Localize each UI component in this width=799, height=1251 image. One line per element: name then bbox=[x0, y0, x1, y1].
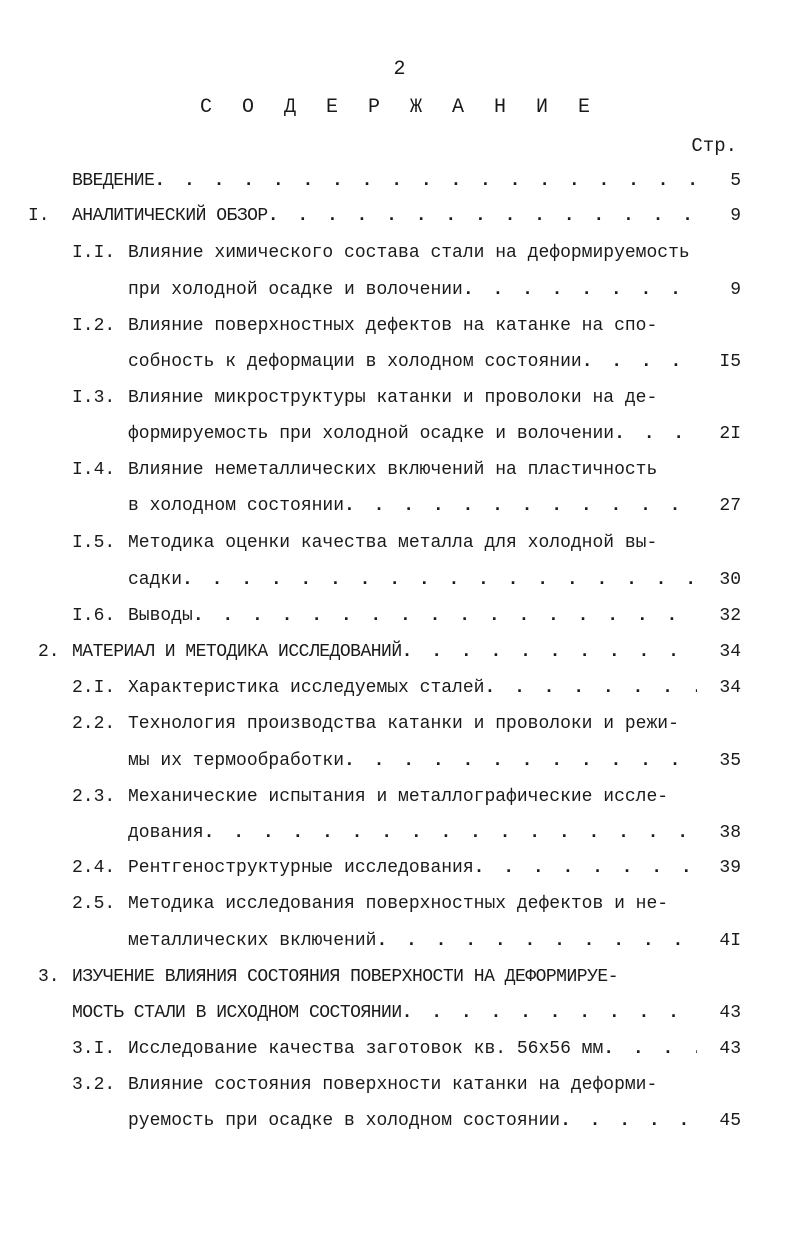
toc-entry-title: Влияние состояния поверхности катанки на деформи- bbox=[128, 1075, 658, 1095]
leader-dots bbox=[463, 277, 697, 303]
leader-dots bbox=[603, 1036, 697, 1062]
toc-entry-number: 2.4. bbox=[72, 858, 116, 878]
toc-entry-number: 2.I. bbox=[72, 678, 116, 698]
toc-entry-title-continued: металлических включений bbox=[128, 931, 377, 951]
toc-entry-page: 34 bbox=[719, 642, 741, 662]
toc-entry-title: Механические испытания и металлографические иссле- bbox=[128, 787, 669, 807]
toc-entry-page: 38 bbox=[719, 823, 741, 843]
toc-entry-page: 30 bbox=[719, 570, 741, 590]
toc-entry-2-4 bbox=[72, 855, 741, 881]
toc-entry-page: 35 bbox=[719, 751, 741, 771]
leader-dots bbox=[614, 421, 697, 447]
toc-entry-page: 43 bbox=[719, 1003, 741, 1023]
toc-entry-page: 9 bbox=[730, 280, 741, 300]
leader-dots bbox=[474, 855, 697, 881]
toc-entry-page: 9 bbox=[730, 206, 741, 226]
toc-entry-1-4-line2 bbox=[128, 493, 741, 519]
toc-entry-title-continued: садки bbox=[128, 570, 183, 590]
toc-entry-title: Влияние поверхностных дефектов на катанке на спо- bbox=[128, 316, 658, 336]
toc-entry-page: 32 bbox=[719, 606, 741, 626]
toc-entry-2-1 bbox=[72, 675, 741, 701]
toc-entry-chapter-3-line2 bbox=[72, 1000, 741, 1026]
toc-entry-number: 3.2. bbox=[72, 1075, 116, 1095]
toc-entry-2-5-line1 bbox=[72, 891, 741, 917]
leader-dots bbox=[344, 493, 697, 519]
leader-dots bbox=[268, 203, 697, 229]
leader-dots bbox=[204, 820, 697, 846]
toc-entry-number: I.I. bbox=[72, 243, 116, 263]
toc-entry-1-2-line1 bbox=[72, 313, 741, 339]
toc-entry-2-5-line2 bbox=[128, 928, 741, 954]
toc-entry-1-1-line2 bbox=[128, 277, 741, 303]
toc-entry-title: ВВЕДЕНИЕ bbox=[72, 171, 155, 191]
toc-entry-chapter-2 bbox=[38, 639, 741, 665]
toc-entry-title-continued: в холодном состоянии bbox=[128, 496, 345, 516]
toc-entry-title-continued: мы их термообработки bbox=[128, 751, 345, 771]
leader-dots bbox=[582, 349, 697, 375]
leader-dots bbox=[402, 1000, 697, 1026]
toc-entry-intro bbox=[72, 168, 741, 194]
toc-entry-title: Методика оценки качества металла для холодной вы- bbox=[128, 533, 658, 553]
toc-entry-2-2-line1 bbox=[72, 711, 741, 737]
toc-entry-title: Рентгеноструктурные исследования bbox=[128, 858, 474, 878]
toc-entry-number: 3.I. bbox=[72, 1039, 116, 1059]
toc-entry-page: 43 bbox=[719, 1039, 741, 1059]
toc-entry-2-2-line2 bbox=[128, 748, 741, 774]
toc-entry-chapter-3-line1 bbox=[38, 964, 741, 990]
toc-entry-page: 39 bbox=[719, 858, 741, 878]
page-number: 2 bbox=[393, 58, 406, 81]
leader-dots bbox=[376, 928, 697, 954]
toc-entry-number: 3. bbox=[38, 967, 60, 987]
toc-entry-title-continued: при холодной осадке и волочении bbox=[128, 280, 463, 300]
toc-entry-title-continued: МОСТЬ СТАЛИ В ИСХОДНОМ СОСТОЯНИИ bbox=[72, 1003, 402, 1023]
toc-entry-chapter-1 bbox=[28, 203, 741, 229]
toc-entry-title: Исследование качества заготовок кв. 56х56 мм bbox=[128, 1039, 604, 1059]
toc-entry-1-1-line1 bbox=[72, 240, 741, 266]
toc-entry-page: 4I bbox=[719, 931, 741, 951]
toc-entry-2-3-line2 bbox=[128, 820, 741, 846]
toc-entry-number: I.4. bbox=[72, 460, 116, 480]
leader-dots bbox=[154, 168, 697, 194]
toc-entry-page: 5 bbox=[730, 171, 741, 191]
toc-entry-title-continued: руемость при осадке в холодном состоянии bbox=[128, 1111, 561, 1131]
toc-entry-title: Характеристика исследуемых сталей bbox=[128, 678, 485, 698]
toc-entry-title: Технология производства катанки и проволоки и режи- bbox=[128, 714, 679, 734]
page-column-label: Стр. bbox=[691, 135, 737, 157]
toc-entry-title: ИЗУЧЕНИЕ ВЛИЯНИЯ СОСТОЯНИЯ ПОВЕРХНОСТИ НА ДЕФОРМИРУЕ- bbox=[72, 967, 618, 987]
toc-entry-1-2-line2 bbox=[128, 349, 741, 375]
page-title: С О Д Е Р Ж А Н И Е bbox=[199, 96, 600, 119]
toc-entry-page: I5 bbox=[719, 352, 741, 372]
toc-entry-number: I. bbox=[28, 206, 50, 226]
toc-entry-page: 27 bbox=[719, 496, 741, 516]
toc-entry-1-3-line2 bbox=[128, 421, 741, 447]
toc-entry-number: 2.5. bbox=[72, 894, 116, 914]
toc-entry-3-1 bbox=[72, 1036, 741, 1062]
toc-entry-number: I.5. bbox=[72, 533, 116, 553]
toc-entry-title: Методика исследования поверхностных дефектов и не- bbox=[128, 894, 669, 914]
toc-entry-number: I.6. bbox=[72, 606, 116, 626]
toc-entry-number: I.3. bbox=[72, 388, 116, 408]
toc-entry-title: Влияние неметаллических включений на пластичность bbox=[128, 460, 658, 480]
leader-dots bbox=[560, 1108, 697, 1134]
toc-entry-title: Выводы bbox=[128, 606, 193, 626]
toc-entry-number: 2.3. bbox=[72, 787, 116, 807]
toc-entry-1-5-line2 bbox=[128, 567, 741, 593]
leader-dots bbox=[402, 639, 697, 665]
toc-entry-page: 45 bbox=[719, 1111, 741, 1131]
toc-entry-title: Влияние химического состава стали на деформируемость bbox=[128, 243, 690, 263]
toc-entry-title-continued: формируемость при холодной осадке и волочении bbox=[128, 424, 615, 444]
toc-entry-number: 2. bbox=[38, 642, 60, 662]
leader-dots bbox=[193, 603, 697, 629]
toc-entry-page: 34 bbox=[719, 678, 741, 698]
toc-entry-3-2-line2 bbox=[128, 1108, 741, 1134]
toc-entry-title: АНАЛИТИЧЕСКИЙ ОБЗОР bbox=[72, 206, 268, 226]
toc-entry-number: I.2. bbox=[72, 316, 116, 336]
toc-entry-title-continued: собность к деформации в холодном состоянии bbox=[128, 352, 582, 372]
toc-entry-title: МАТЕРИАЛ И МЕТОДИКА ИССЛЕДОВАНИЙ bbox=[72, 642, 402, 662]
toc-entry-1-3-line1 bbox=[72, 385, 741, 411]
toc-entry-1-6 bbox=[72, 603, 741, 629]
toc-entry-number: 2.2. bbox=[72, 714, 116, 734]
leader-dots bbox=[182, 567, 697, 593]
toc-entry-page: 2I bbox=[719, 424, 741, 444]
leader-dots bbox=[484, 675, 697, 701]
toc-entry-title: Влияние микроструктуры катанки и проволоки на де- bbox=[128, 388, 658, 408]
toc-entry-title-continued: дования bbox=[128, 823, 204, 843]
toc-entry-2-3-line1 bbox=[72, 784, 741, 810]
toc-entry-3-2-line1 bbox=[72, 1072, 741, 1098]
leader-dots bbox=[344, 748, 697, 774]
toc-entry-1-5-line1 bbox=[72, 530, 741, 556]
toc-entry-1-4-line1 bbox=[72, 457, 741, 483]
